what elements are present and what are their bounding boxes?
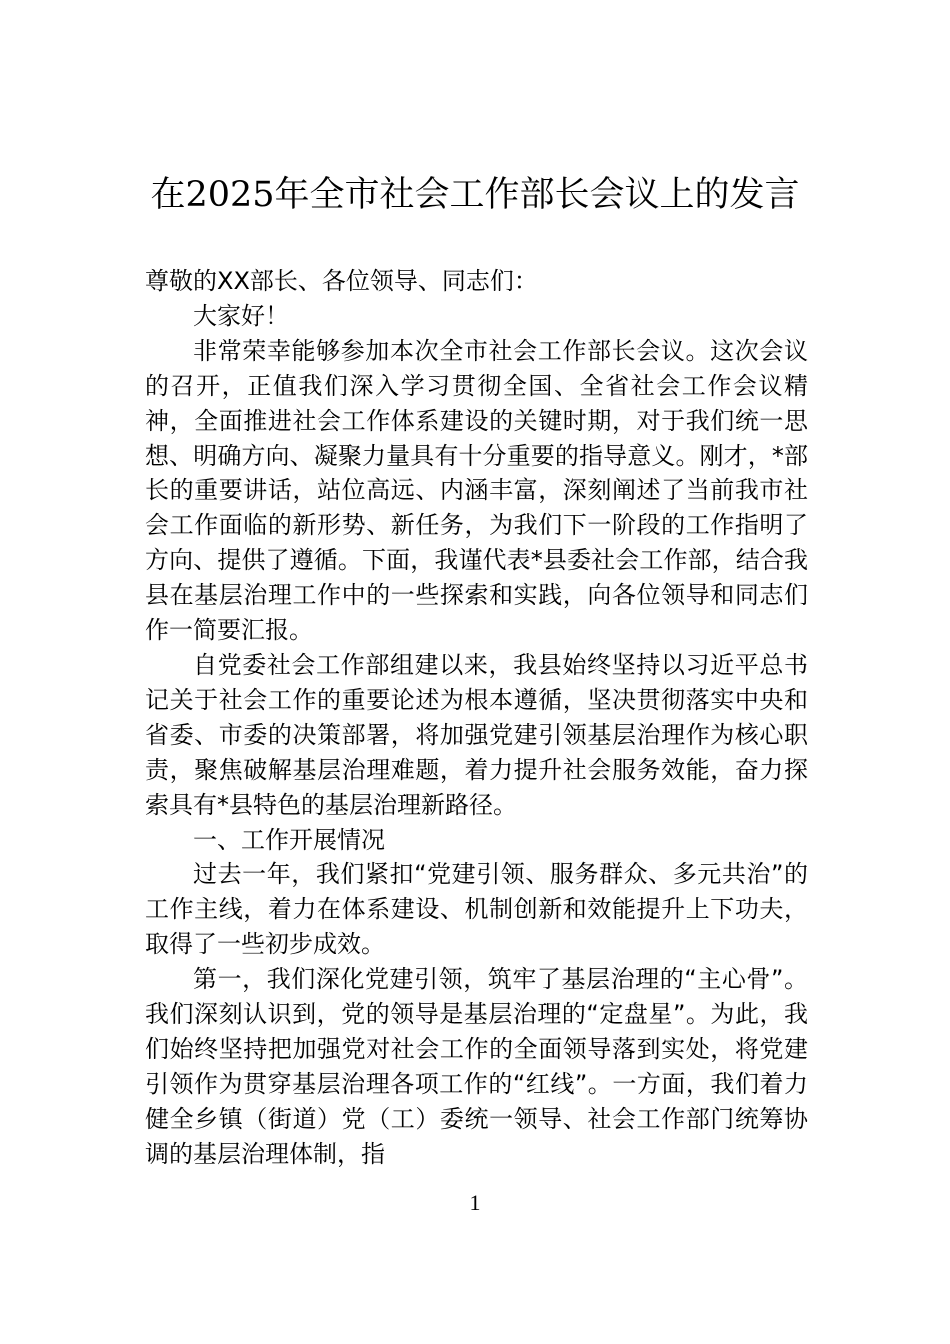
- document-title: 在2025年全市社会工作部长会议上的发言: [150, 175, 800, 215]
- paragraph-first-point: 第一，我们深化党建引领，筑牢了基层治理的“主心骨”。我们深刻认识到，党的领导是基层治理的“定盘星”。为此，我们始终坚持把加强党对社会工作的全面领导落到实处，将党建引领作为贯穿基层治理各项工作的“红线”。一方面，我们着力健全乡镇（街道）党（工）委统一领导、社会工作部门统筹协调的基层治理体制，指: [145, 965, 808, 1168]
- paragraph-summary: 过去一年，我们紧扣“党建引领、服务群众、多元共治”的工作主线，着力在体系建设、机制创新和效能提升上下功夫，取得了一些初步成效。: [145, 860, 808, 959]
- document-body: [145, 264, 808, 1172]
- salutation: 尊敬的XX部长、各位领导、同志们：: [145, 267, 538, 295]
- page-number: 1: [469, 1190, 481, 1215]
- paragraph-background: 自党委社会工作部组建以来，我县始终坚持以习近平总书记关于社会工作的重要论述为根本遵循，坚决贯彻落实中央和省委、市委的决策部署，将加强党建引领基层治理作为核心职责，聚焦破解基层治理难题，着力提升社会服务效能，奋力探索具有*县特色的基层治理新路径。: [145, 650, 808, 819]
- paragraph-intro: 非常荣幸能够参加本次全市社会工作部长会议。这次会议的召开，正值我们深入学习贯彻全国、全省社会工作会议精神，全面推进社会工作体系建设的关键时期，对于我们统一思想、明确方向、凝聚力量具有十分重要的指导意义。刚才，*部长的重要讲话，站位高远、内涵丰富，深刻阐述了当前我市社会工作面临的新形势、新任务，为我们下一阶段的工作指明了方向、提供了遵循。下面，我谨代表*县委社会工作部，结合我县在基层治理工作中的一些探索和实践，向各位领导和同志们作一简要汇报。: [145, 336, 808, 645]
- greeting: 大家好！: [193, 301, 289, 330]
- section-heading: 一、工作开展情况: [193, 825, 385, 854]
